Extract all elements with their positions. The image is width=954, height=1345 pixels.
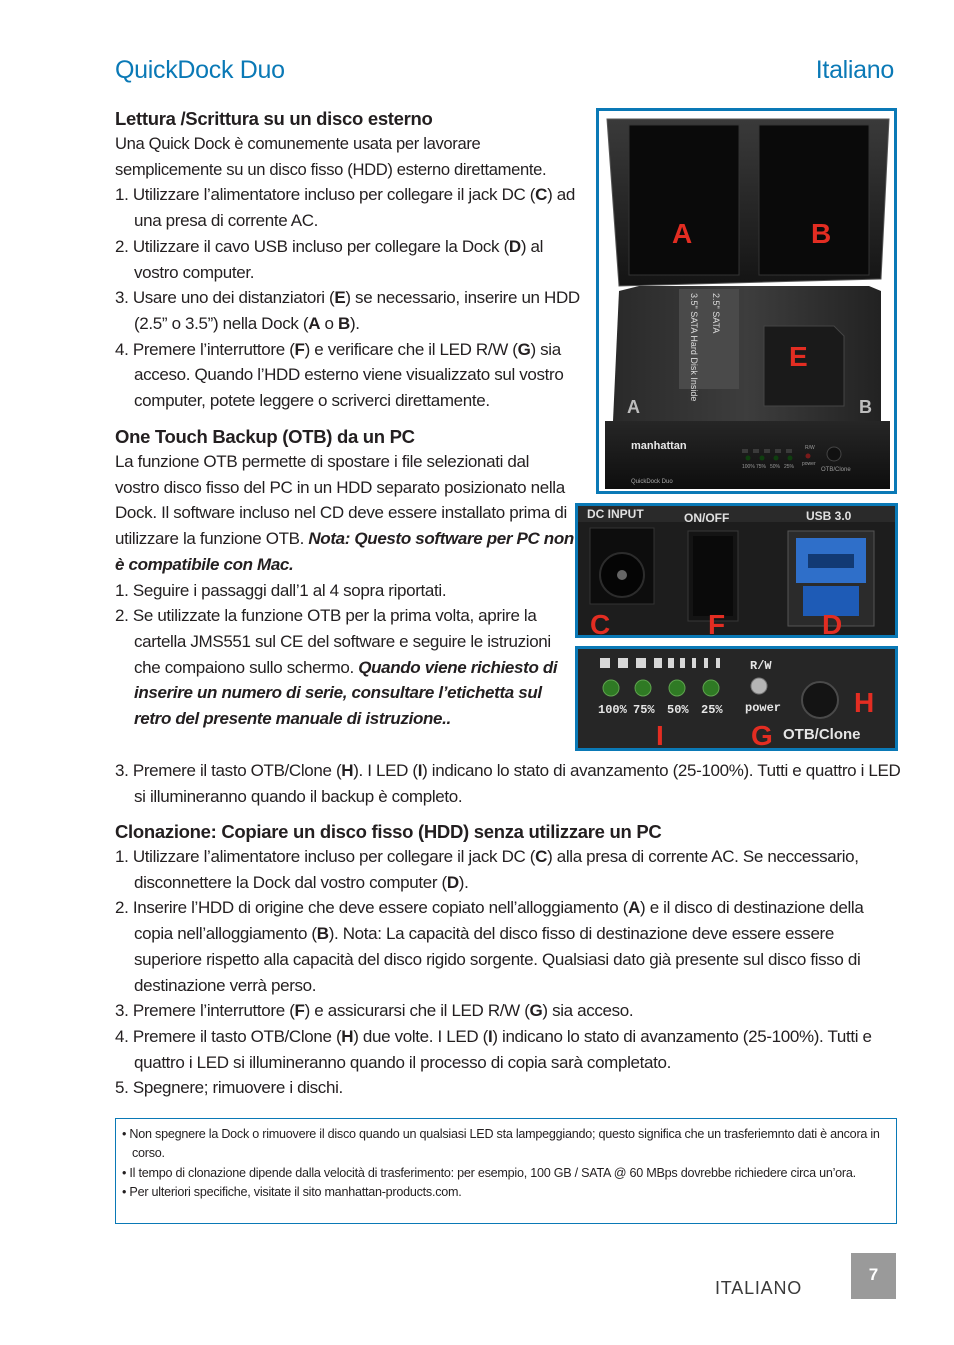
led-label: 50%: [770, 464, 781, 470]
reference-letter: I: [487, 1026, 493, 1046]
rw-led: [751, 678, 767, 694]
page-number: 7: [851, 1253, 896, 1299]
serial-note: Quando viene richiesto di inserire un numero di serie, consultare l’etichetta sul retro del presente manuale di istruzione..: [134, 657, 558, 729]
item-text: ) due volte. I LED (: [353, 1026, 488, 1046]
item-text: ) sia acceso. Quando l’HDD esterno viene visualizzato sul vostro computer, potete leggere o scriverci direttamente.: [134, 339, 564, 411]
paragraph-text: La funzione OTB permette di spostare i file selezionati dal vostro disco fisso del PC in un HDD separato posizionato nella Dock. Il software incluso nel CD deve essere installato prima di utilizzare la funzione OTB.: [115, 452, 567, 549]
note-text: Per ulteriori specifiche, visitate il sito manhattan-products.com.: [129, 1184, 462, 1199]
brand-logo: manhattan: [631, 440, 687, 452]
led-panel-image: [578, 649, 895, 748]
reference-letter: H: [341, 761, 354, 780]
notes-box: [115, 1118, 897, 1224]
callout-e: E: [789, 341, 808, 372]
on-off-label: ON/OFF: [684, 511, 730, 525]
note-item: • Non spegnere la Dock o rimuovere il disco quando un qualsiasi LED sta lampeggiando; questo significa che un trasferiemnto dati è ancora in corso.: [122, 1127, 880, 1161]
paragraph: [115, 449, 577, 578]
list-item: [115, 182, 585, 233]
step-list: [115, 578, 577, 732]
item-text: ).: [349, 313, 360, 333]
step-list: [115, 844, 905, 1101]
usb-label: USB 3.0: [806, 509, 852, 523]
reference-letter: B: [316, 924, 329, 944]
callout-i: I: [656, 720, 664, 748]
callout-d: D: [822, 609, 843, 635]
button-label: OTB/Clone: [783, 726, 861, 743]
reference-letter: I: [417, 761, 423, 780]
led-75: [635, 680, 651, 696]
item-text: 2. Inserire l’HDD di origine che deve essere copiato nell’alloggiamento (: [115, 898, 629, 918]
item-text: ) indicano lo stato di avanzamento (25-100%). Tutti e quattro i LED si illumineranno quando il backup è completo.: [134, 761, 901, 806]
note-item: • Il tempo di clonazione dipende dalla velocità di trasferimento: per esempio, 100 GB / SATA @ 60 MBps dovrebbe richiedere circa un’ora.: [122, 1165, 856, 1180]
callout-h: H: [854, 687, 875, 718]
list-item: [115, 998, 905, 1024]
led-label: 50%: [667, 703, 689, 717]
step-list: [115, 182, 585, 413]
bay-a: [629, 125, 739, 275]
note-item: • Per ulteriori specifiche, visitate il sito manhattan-products.com.: [122, 1184, 462, 1199]
list-item: [115, 337, 585, 414]
bay-letter: B: [859, 397, 872, 417]
list-item: [115, 234, 585, 285]
led-25: [703, 680, 719, 696]
led-label: 100%: [598, 703, 627, 717]
reference-letter: A: [628, 898, 641, 918]
power-label: power: [802, 461, 816, 467]
callout-c: C: [590, 609, 611, 635]
reference-letter: A: [308, 313, 321, 333]
note-text: Il tempo di clonazione dipende dalla velocità di trasferimento: per esempio, 100 GB / SATA @ 60 MBps dovrebbe richiedere circa un’ora.: [129, 1165, 856, 1180]
dock-image: [599, 111, 894, 491]
power-label: power: [745, 701, 782, 715]
rw-label: R/W: [750, 659, 772, 673]
list-item: [115, 844, 905, 895]
item-text: 4. Premere il tasto OTB/Clone (: [115, 1026, 342, 1046]
led-label: 25%: [701, 703, 723, 717]
sticker-text: 3.5" SATA Hard Disk Inside: [689, 293, 699, 402]
mac-note: Nota: Questo software per PC non è compatibile con Mac.: [115, 529, 574, 574]
rear-panel-figure: [575, 503, 898, 638]
item-text: ).: [458, 872, 469, 892]
led-panel-figure: [575, 646, 898, 751]
paragraph: Una Quick Dock è comunemente usata per lavorare semplicemente su un disco fisso (HDD) esterno direttamente.: [115, 134, 547, 179]
step-list: [115, 758, 905, 809]
reference-letter: C: [535, 847, 548, 866]
header-product: QuickDock Duo: [115, 56, 285, 84]
callout-g: G: [751, 720, 773, 748]
item-text: 2. Utilizzare il cavo USB incluso per collegare la Dock (: [115, 236, 509, 256]
reference-letter: H: [341, 1026, 354, 1046]
item-text: 2. Se utilizzate la funzione OTB per la prima volta, aprire la cartella JMS551 sul CE del software e seguire le istruzioni che compaiono sullo schermo.: [115, 606, 551, 677]
footer-language: ITALIANO: [715, 1278, 803, 1298]
list-item: [115, 895, 905, 998]
led-label: 75%: [633, 703, 655, 717]
list-item: [115, 1075, 905, 1101]
list-item: [115, 758, 905, 809]
model-name: QuickDock Duo: [631, 479, 673, 485]
item-text: ) ad una presa di corrente AC.: [134, 185, 575, 231]
reference-letter: F: [294, 1001, 305, 1021]
item-text: ) al vostro computer.: [134, 236, 544, 282]
otb-button: [827, 447, 841, 461]
item-text: o: [320, 313, 338, 333]
reference-letter: G: [529, 1001, 543, 1021]
section-read-write: [115, 106, 585, 414]
section-clone: [115, 819, 905, 1101]
item-text: 3. Premere il tasto OTB/Clone (: [115, 761, 342, 780]
rw-led: [806, 454, 811, 459]
item-text: 1. Seguire i passaggi dall’1 al 4 sopra riportati.: [115, 580, 447, 600]
callout-b: B: [811, 218, 832, 249]
rw-label: R/W: [805, 445, 815, 451]
reference-letter: C: [535, 185, 548, 205]
led-label: 25%: [784, 464, 795, 470]
led-100: [603, 680, 619, 696]
item-text: ) e verificare che il LED R/W (: [304, 339, 518, 359]
button-label: OTB/Clone: [821, 467, 851, 473]
item-text: ) e assicurarsi che il LED R/W (: [304, 1001, 530, 1021]
reference-letter: B: [338, 313, 350, 333]
reference-letter: D: [446, 872, 459, 892]
item-text: ) sia acceso.: [542, 1001, 634, 1021]
item-text: ). Nota: La capacità del disco fisso di destinazione deve essere essere superiore rispetto alla capacità del disco rigido sorgente. Qualsiasi dato già presente sul disco fisso di destinazione verrà perso.: [134, 924, 861, 995]
led-label: 100%: [742, 464, 755, 470]
reference-letter: G: [517, 339, 531, 359]
item-text: 1. Utilizzare l’alimentatore incluso per collegare il jack DC (: [115, 185, 536, 205]
item-text: ) se necessario, inserire un HDD (2.5” o 3.5”) nella Dock (: [134, 288, 580, 333]
list-item: [115, 285, 585, 336]
reference-letter: F: [294, 339, 305, 359]
section-title: Lettura /Scrittura su un disco esterno: [115, 108, 433, 129]
item-text: ) alla presa di corrente AC. Se neccessario, disconnettere la Dock dal vostro computer (: [134, 847, 859, 892]
item-text: 5. Spegnere; rimuovere i dischi.: [115, 1078, 343, 1098]
header-language: Italiano: [815, 56, 894, 84]
list-item: [115, 603, 563, 732]
item-text: ) indicano lo stato di avanzamento (25-100%). Tutti e quattro i LED si illumineranno quando il processo di copia sarà completato.: [134, 1026, 872, 1072]
hdd-sticker: [679, 289, 739, 389]
bay-letter: A: [627, 397, 640, 417]
item-text: ). I LED (: [353, 761, 418, 780]
item-text: 3. Premere l’interruttore (: [115, 1001, 295, 1021]
section-otb-step3: [115, 758, 905, 809]
item-text: 4. Premere l’interruttore (: [115, 339, 295, 359]
list-item: [115, 1024, 905, 1075]
reference-letter: E: [334, 288, 346, 308]
section-title: One Touch Backup (OTB) da un PC: [115, 426, 415, 447]
list-item: [115, 578, 577, 604]
callout-f: F: [708, 609, 726, 635]
section-otb: [115, 424, 577, 732]
reference-letter: D: [508, 236, 521, 256]
callout-a: A: [672, 218, 693, 249]
dc-input-label: DC INPUT: [587, 507, 644, 521]
bay-b: [759, 125, 869, 275]
item-text: ) e il disco di destinazione della copia nell’alloggiamento (: [134, 898, 864, 944]
section-title: Clonazione: Copiare un disco fisso (HDD) senza utilizzare un PC: [115, 821, 662, 842]
led-50: [669, 680, 685, 696]
led-label: 75%: [756, 464, 767, 470]
item-text: 3. Usare uno dei distanziatori (: [115, 288, 335, 308]
note-text: Non spegnere la Dock o rimuovere il disco quando un qualsiasi LED sta lampeggiando; questo significa che un trasferiemnto dati è ancora in corso.: [129, 1127, 880, 1161]
otb-clone-button: [802, 682, 838, 718]
rear-panel-image: [578, 506, 895, 635]
dock-figure: [596, 108, 897, 494]
sticker-text: 2.5" SATA: [711, 293, 721, 334]
item-text: 1. Utilizzare l’alimentatore incluso per collegare il jack DC (: [115, 847, 536, 866]
